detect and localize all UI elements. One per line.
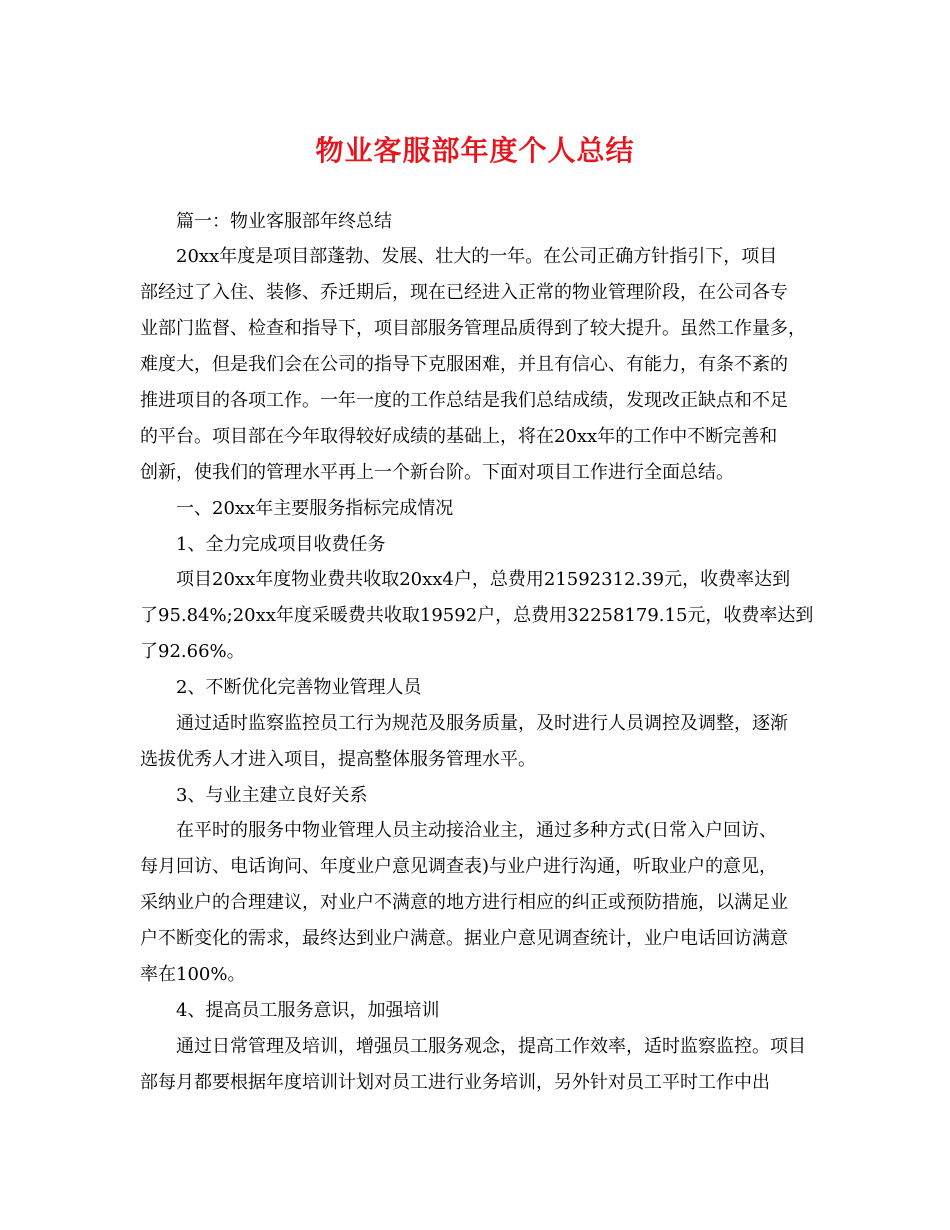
paragraph-line: 的平台。项目部在今年取得较好成绩的基础上，将在20xx年的工作中不断完善和 — [140, 426, 778, 447]
section-heading: 一、20xx年主要服务指标完成情况 — [176, 498, 454, 519]
paragraph-line: 业部门监督、检查和指导下，项目部服务管理品质得到了较大提升。虽然工作量多， — [140, 318, 806, 339]
paragraph-line: 采纳业户的合理建议，对业户不满意的地方进行相应的纠正或预防措施，以满足业 — [140, 892, 788, 913]
subsection-heading: 4、提高员工服务意识，加强培训 — [176, 1000, 440, 1021]
paragraph-line: 了92.66%。 — [140, 641, 245, 662]
paragraph-line: 每月回访、电话询问、年度业户意见调查表)与业户进行沟通，听取业户的意见， — [140, 856, 778, 877]
paragraph-line: 推进项目的各项工作。一年一度的工作总结是我们总结成绩，发现改正缺点和不足 — [140, 390, 788, 411]
paragraph-line: 部经过了入住、装修、乔迁期后，现在已经进入正常的物业管理阶段，在公司各专 — [140, 282, 788, 303]
document-title: 物业客服部年度个人总结 — [315, 134, 635, 167]
subsection-heading: 3、与业主建立良好关系 — [176, 785, 368, 806]
paragraph-line: 选拔优秀人才进入项目，提高整体服务管理水平。 — [140, 749, 536, 770]
paragraph-line: 了95.84%;20xx年度采暖费共收取19592户，总费用32258179.15元，收费率达到 — [140, 605, 814, 626]
paragraph-line: 部每月都要根据年度培训计划对员工进行业务培训，另外针对员工平时工作中出 — [140, 1072, 770, 1093]
paragraph-line: 率在100%。 — [140, 964, 246, 985]
subsection-heading: 2、不断优化完善物业管理人员 — [176, 677, 422, 698]
paragraph-line: 在平时的服务中物业管理人员主动接洽业主，通过多种方式(日常入户回访、 — [176, 820, 778, 841]
paragraph-line: 20xx年度是项目部蓬勃、发展、壮大的一年。在公司正确方针指引下，项目 — [176, 246, 778, 267]
subsection-heading: 1、全力完成项目收费任务 — [176, 534, 386, 555]
paragraph-line: 通过适时监察监控员工行为规范及服务质量，及时进行人员调控及调整，逐渐 — [176, 713, 788, 734]
section-heading: 篇一：物业客服部年终总结 — [176, 211, 392, 232]
paragraph-line: 通过日常管理及培训，增强员工服务观念，提高工作效率，适时监察监控。项目 — [176, 1036, 806, 1057]
paragraph-line: 项目20xx年度物业费共收取20xx4户，总费用21592312.39元，收费率达到 — [176, 569, 791, 590]
paragraph-line: 创新，使我们的管理水平再上一个新台阶。下面对项目工作进行全面总结。 — [140, 462, 734, 483]
paragraph-line: 户不断变化的需求，最终达到业户满意。据业户意见调查统计，业户电话回访满意 — [140, 928, 788, 949]
paragraph-line: 难度大，但是我们会在公司的指导下克服困难，并且有信心、有能力，有条不紊的 — [140, 354, 788, 375]
